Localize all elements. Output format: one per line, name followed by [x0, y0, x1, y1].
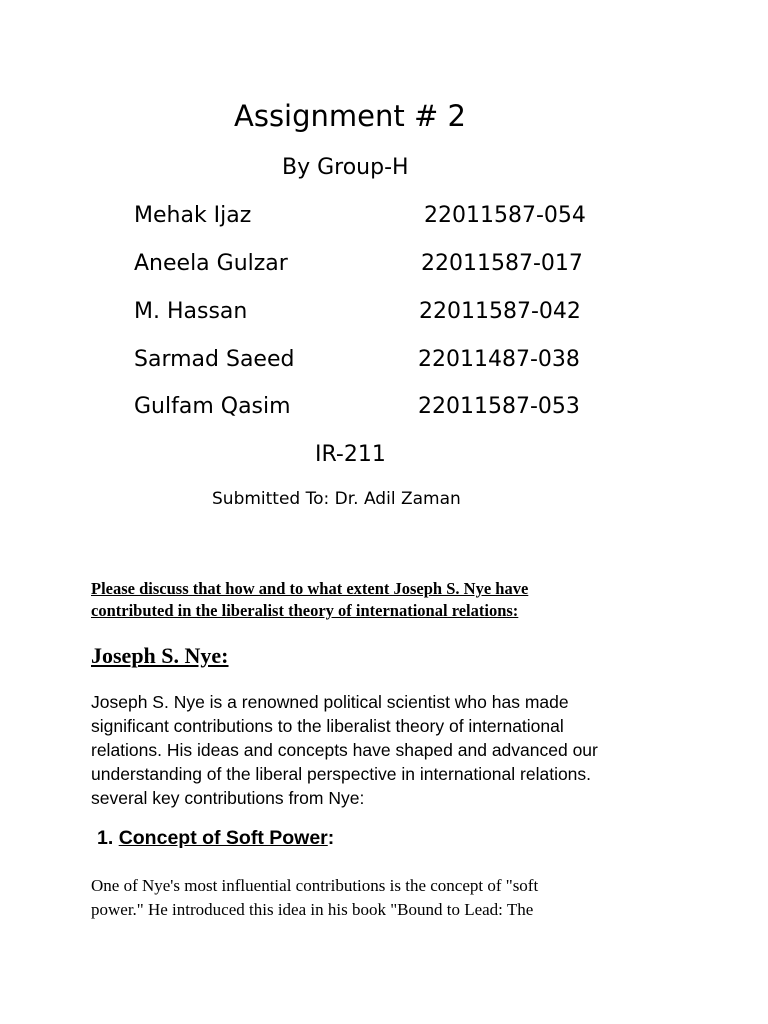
subsection-suffix: : [327, 827, 335, 849]
member-name: Mehak Ijaz [134, 203, 252, 228]
course-code: IR-211 [315, 442, 386, 467]
paragraph-line: understanding of the liberal perspective in international relations. [91, 764, 592, 784]
group-label: By Group-H [282, 155, 409, 180]
submitted-to: Submitted To: Dr. Adil Zaman [212, 489, 461, 509]
subsection-title: Concept of Soft Power [118, 827, 328, 849]
member-name: Gulfam Qasim [134, 394, 291, 419]
paragraph-line: power." He introduced this idea in his book "Bound to Lead: The [91, 900, 534, 919]
member-id: 22011587-017 [421, 251, 583, 276]
member-id: 22011587-042 [419, 299, 581, 324]
member-name: Sarmad Saeed [134, 347, 295, 372]
member-id: 22011487-038 [418, 347, 580, 372]
intro-paragraph [91, 690, 711, 810]
subsection-number: 1. [97, 827, 114, 849]
paragraph-line: One of Nye's most influential contributions is the concept of "soft [91, 876, 539, 895]
paragraph-line: significant contributions to the liberalist theory of international [91, 716, 564, 736]
member-name: Aneela Gulzar [134, 251, 288, 276]
member-id: 22011587-054 [424, 203, 586, 228]
section-heading: Joseph S. Nye: [91, 643, 229, 668]
subsection-heading [97, 828, 334, 849]
assignment-title: Assignment # 2 [234, 99, 466, 133]
member-id: 22011587-053 [418, 394, 580, 419]
question-line: Please discuss that how and to what extent Joseph S. Nye have [91, 579, 529, 598]
question-line: contributed in the liberalist theory of international relations: [91, 601, 519, 620]
member-name: M. Hassan [134, 299, 248, 324]
paragraph-line: several key contributions from Nye: [91, 788, 365, 808]
assignment-question [91, 578, 651, 622]
paragraph-line: relations. His ideas and concepts have shaped and advanced our [91, 740, 598, 760]
paragraph-line: Joseph S. Nye is a renowned political scientist who has made [91, 692, 569, 712]
body-paragraph [91, 874, 691, 922]
